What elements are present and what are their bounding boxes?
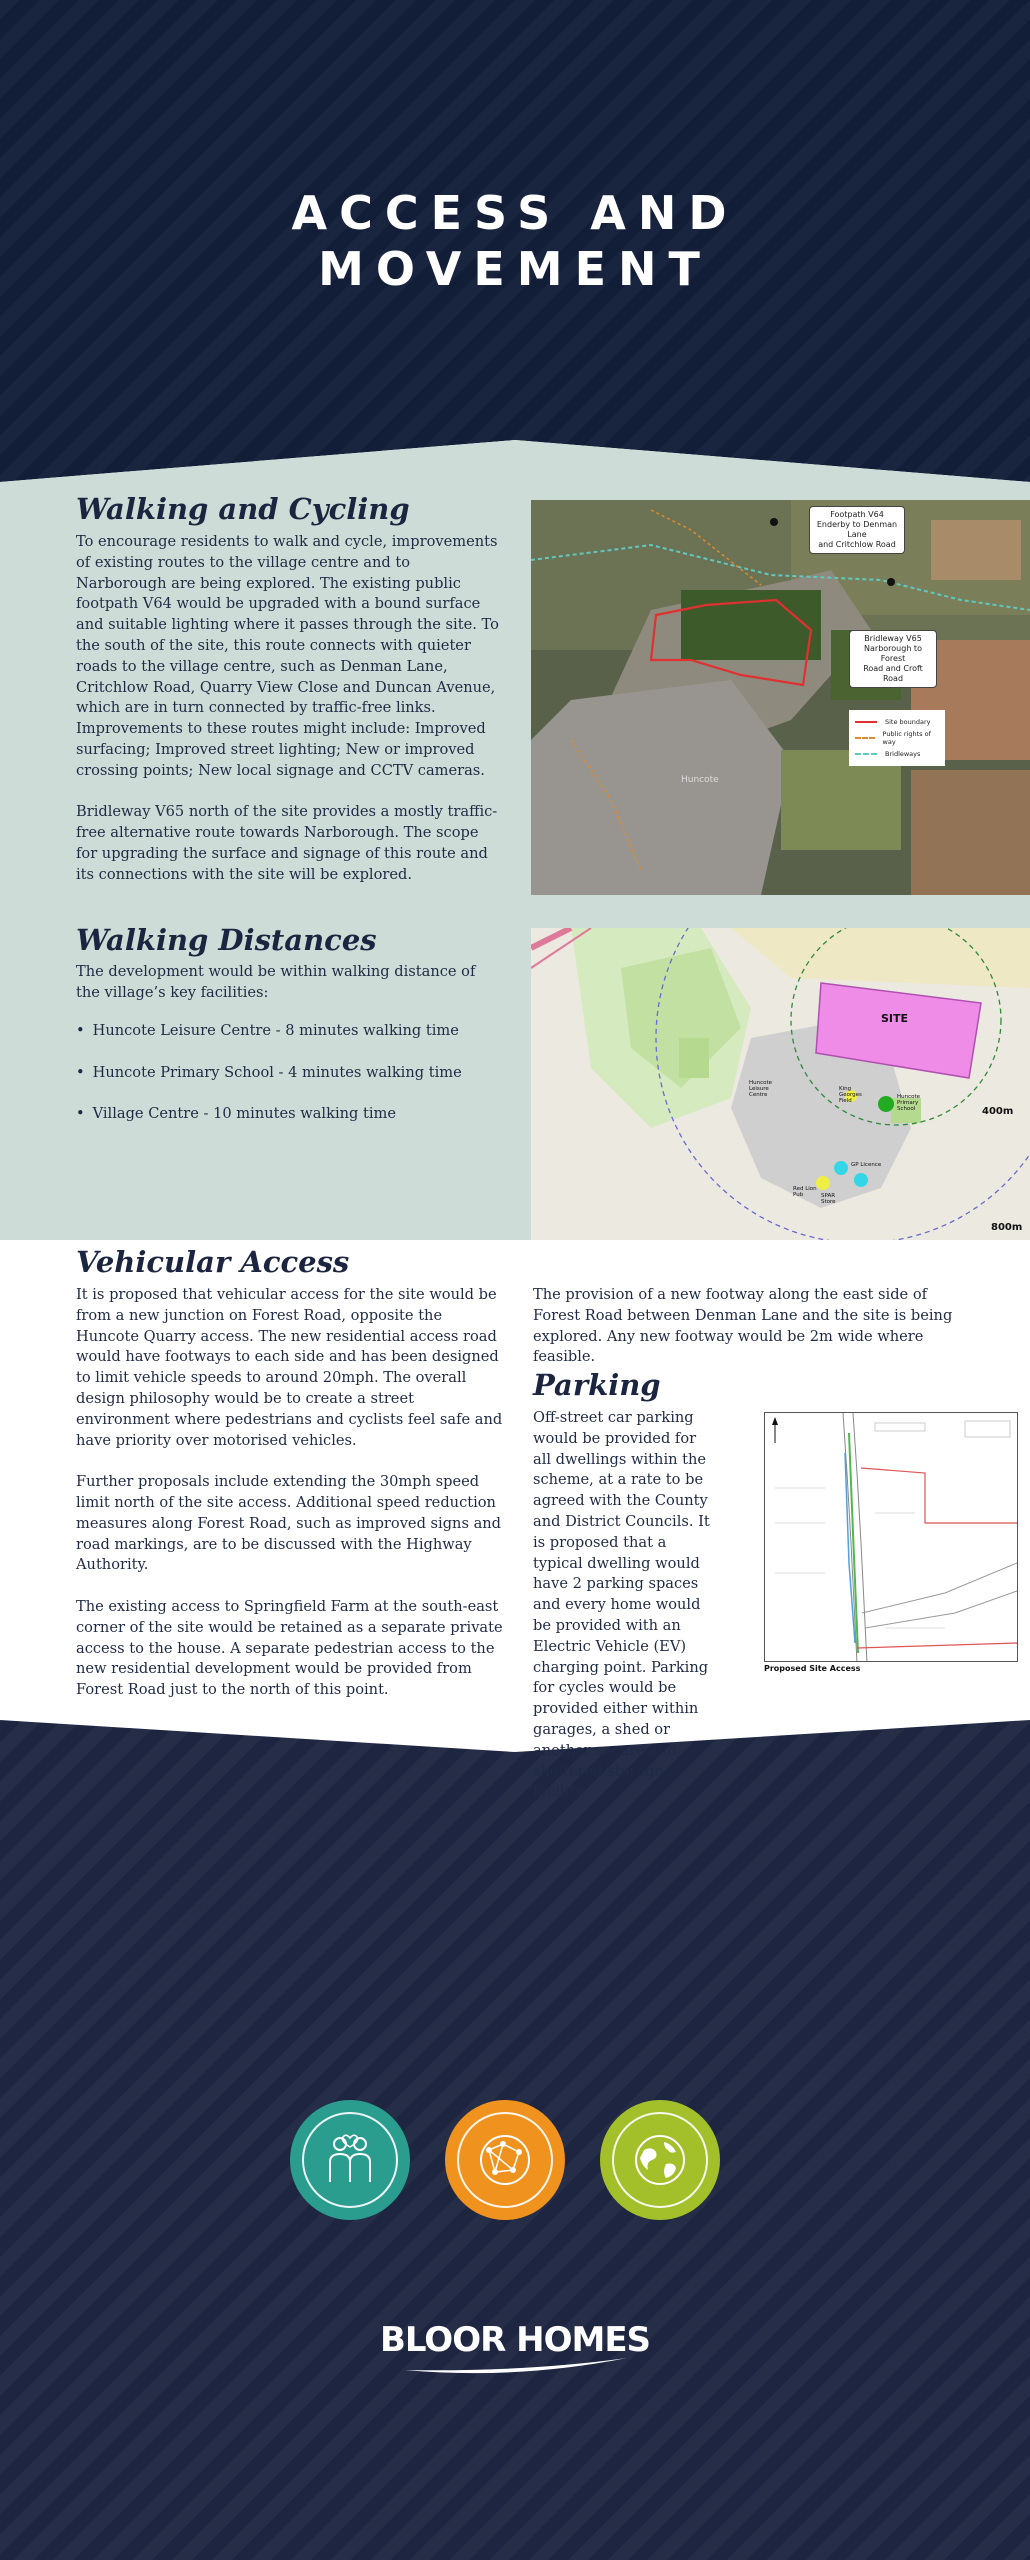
earth-icon-badge	[600, 2100, 720, 2220]
walking-distances-heading: Walking Distances	[76, 923, 377, 957]
vehicular-para-1: It is proposed that vehicular access for the site would be from a new junction on Forest Road, opposite the Huncote Quarry access. The new residential access road would have footways to each side and has been designed to limit vehicle speeds to around 20mph. The overall design philosophy would be to create a street environment where pedestrians and cyclists feel safe and have priority over motorised vehicles.	[76, 1286, 503, 1449]
walking-distances-list	[76, 1021, 462, 1146]
plan-caption: Proposed Site Access	[764, 1664, 861, 1673]
walking-cycling-heading: Walking and Cycling	[76, 492, 410, 526]
poi-label-spar: SPAR Store	[821, 1193, 836, 1205]
header-banner	[0, 0, 1030, 500]
vehicular-access-text	[76, 1285, 506, 1701]
walking-distances-intro: The development would be within walking distance of the village’s key facilities:	[76, 963, 476, 1001]
list-item: • Village Centre - 10 minutes walking time	[76, 1104, 462, 1146]
poi-label-field: King Georges Field	[839, 1086, 862, 1104]
aerial-route-map	[531, 500, 1030, 895]
list-item: • Huncote Leisure Centre - 8 minutes walking time	[76, 1021, 462, 1063]
page-title	[0, 185, 1030, 297]
site-access-plan	[764, 1412, 1018, 1662]
radius-800-label: 800m	[991, 1222, 1023, 1233]
walking-distance-map	[531, 928, 1030, 1240]
vehicular-para-3: The existing access to Springfield Farm at the south-east corner of the site would be retained as a separate private access to the house. A separate pedestrian access to the new residential development would be provided from Forest Road just to the north of this point.	[76, 1597, 503, 1699]
parking-text: Off-street car parking would be provided for all dwellings within the scheme, at a rate to be agreed with the County and District Councils. It is proposed that a typical dwelling would have 2 parking spaces and every home would be provided with an Electric Vehicle (EV) charging point. Parking for cycles would be provided either within garages, a shed or another secure and sheltered storage facility.	[533, 1409, 710, 1801]
earth-icon	[630, 2130, 690, 2190]
walking-cycling-para-1: To encourage residents to walk and cycle, improvements of existing routes to the village centre and to Narborough are being explored. The existing public footpath V64 would be upgraded with a bound surface and suitable lighting where it passes through the site. To the south of the site, this route connects with quieter roads to the village centre, such as Denman Lane, Critchlow Road, Quarry View Close and Duncan Avenue, which are in turn connected by traffic-free links. Improvements to these routes might include: Improved surfacing; Improved street lighting; New or improved crossing points; New local signage and CCTV cameras.	[76, 533, 499, 779]
walking-cycling-text	[76, 532, 501, 886]
parking-heading: Parking	[533, 1368, 661, 1402]
footway-text: The provision of a new footway along the east side of Forest Road between Denman Lane and the site is being explored. Any new footway would be 2m wide where feasible.	[533, 1286, 953, 1366]
map-legend: Site boundary Public rights of way Bridleways	[849, 710, 945, 766]
radius-400-label: 400m	[982, 1106, 1014, 1117]
poi-label-leisure: Huncote Leisure Centre	[749, 1080, 773, 1098]
bloor-homes-logo: BLOOR HOMES	[379, 2320, 651, 2360]
poi-label-gp: GP Licence	[851, 1162, 882, 1168]
network-globe-icon	[475, 2130, 535, 2190]
huncote-map-label: Huncote	[681, 775, 719, 785]
aerial-map-image	[531, 500, 1030, 895]
site-label: SITE	[881, 1012, 909, 1025]
walking-cycling-para-2: Bridleway V65 north of the site provides a mostly traffic-free alternative route towards Narborough. The scope for upgrading the surface and signage of this route and its connections with the site will be explored.	[76, 803, 498, 883]
bridleway-v65-label: Bridleway V65 Narborough to Forest Road and Croft Road	[849, 630, 937, 688]
poi-label-school: Huncote Primary School	[897, 1094, 921, 1112]
poi-label-pub: Red Lion Pub	[793, 1186, 817, 1198]
vehicular-access-heading: Vehicular Access	[76, 1245, 350, 1279]
site-access-drawing	[765, 1413, 1017, 1662]
title-line-1: ACCESS AND	[291, 186, 739, 240]
list-item: • Huncote Primary School - 4 minutes walking time	[76, 1063, 462, 1105]
feature-icons	[0, 2100, 1030, 2224]
people-icon	[320, 2130, 380, 2190]
network-globe-badge	[445, 2100, 565, 2220]
people-icon-badge	[290, 2100, 410, 2220]
footpath-v64-label: Footpath V64 Enderby to Denman Lane and Critchlow Road	[809, 506, 905, 554]
logo-swoosh	[395, 2354, 635, 2378]
vehicular-para-2: Further proposals include extending the 30mph speed limit north of the site access. Additional speed reduction measures along Forest Road, such as improved signs and road markings, are to be discussed with the Highway Authority.	[76, 1473, 502, 1574]
title-line-2: MOVEMENT	[318, 242, 712, 296]
